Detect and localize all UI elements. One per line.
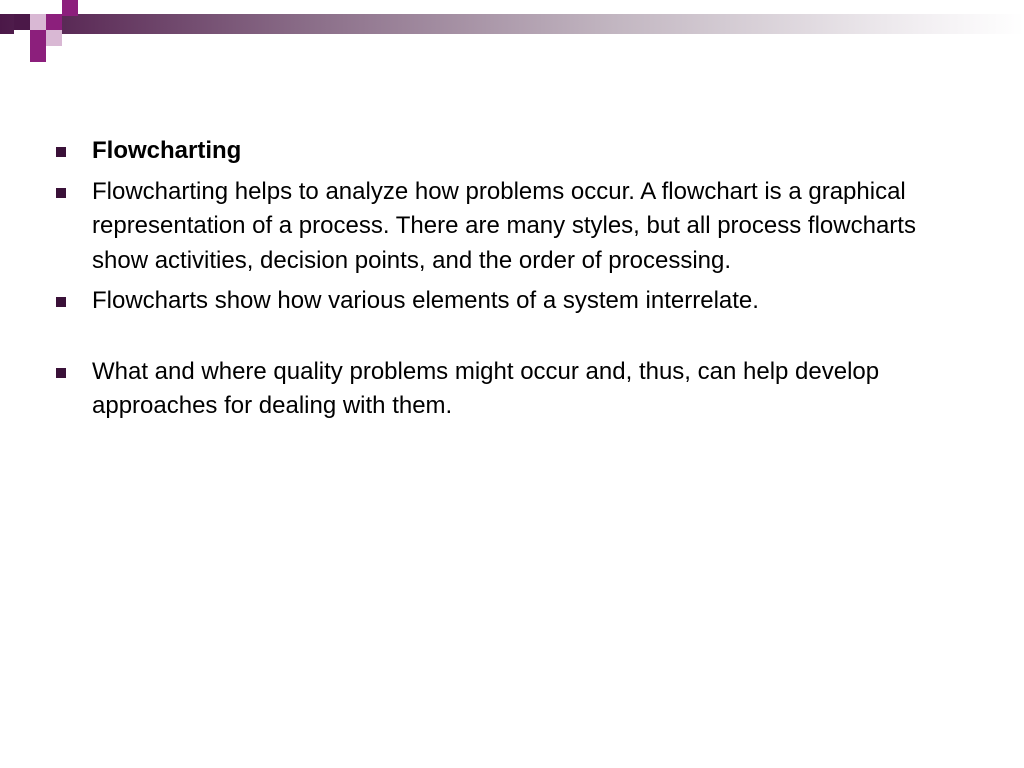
square-bullet-icon bbox=[56, 297, 66, 307]
bullet-text: What and where quality problems might occur and, thus, can help develop approaches for dealing with them. bbox=[92, 357, 880, 419]
bullet-item bbox=[56, 175, 956, 279]
header-gradient-band bbox=[0, 14, 1024, 34]
checker-square bbox=[30, 30, 46, 46]
square-bullet-icon bbox=[56, 368, 66, 378]
checker-square bbox=[46, 30, 62, 46]
bullet-list bbox=[56, 134, 956, 424]
checker-square bbox=[14, 30, 30, 46]
checker-square bbox=[46, 14, 62, 30]
bullet-heading: Flowcharting bbox=[92, 137, 242, 164]
square-bullet-icon bbox=[56, 188, 66, 198]
bullet-item bbox=[56, 355, 956, 424]
checker-square bbox=[30, 46, 46, 62]
bullet-item bbox=[56, 284, 956, 319]
slide-body bbox=[56, 134, 956, 430]
checker-square bbox=[62, 0, 78, 16]
checker-square bbox=[30, 14, 46, 30]
bullet-text: Flowcharting helps to analyze how problems occur. A flowchart is a graphical representation of a process. There are many styles, but all process flowcharts show activities, decision points, and the order of processing. bbox=[92, 177, 916, 274]
square-bullet-icon bbox=[56, 147, 66, 157]
bullet-text: Flowcharts show how various elements of a system interrelate. bbox=[92, 287, 759, 314]
bullet-item bbox=[56, 134, 956, 169]
checker-square bbox=[14, 14, 30, 30]
